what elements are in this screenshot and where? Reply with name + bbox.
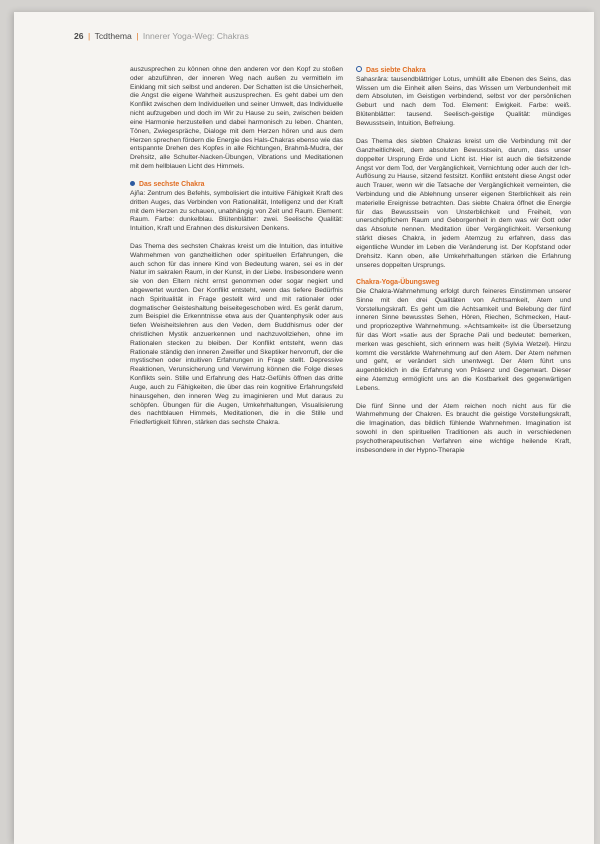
intro-paragraph: auszusprechen zu können ohne den anderen vor den Kopf zu stoßen oder abzuführen, der inneren Weg nach außen zu vermitteln im Einklang mit sich selbst und anderen. Der Schatten ist die Unsicherheit, die Angst die eigene Wahrheit auszusprechen. Es geht dabei um den Konflikt zwischen dem Individuellen und seiner Umwelt, das Individuelle nicht aufzugeben und doch im Wir zu Hause zu sein, zwischen beiden eine Harmonie herzustellen und dabei harmonisch zu leben. Chanten, Tönen, Zwiegespräche, Dialoge mit dem Herzen hören und aus dem Herzen sprechen fördern die Energie des Hals-Chakras ebenso wie das entspannte Drehen des Kopfes in alle Richtungen, Brahmâ-Mudra, der Drehsitz, alle Schulter-Nacken-Übungen, Vibrations und Meditationen mit dem hellblauen Licht des Himmels. (130, 66, 344, 170)
yoga-paragraph-1: Die Chakra-Wahrnehmung erfolgt durch feineres Einstimmen unserer Sinne mit den drei Qualitäten von Achtsamkeit, Atem und Vorstellungskraft. Es geht um die Achtsamkeit und Belebung der fünf inneren Sinne bewusstes Sehen, Hören, Riechen, Schmecken, Haut- und propriozeptive Wahrnehmung. »Achtsamkeit« ist die Übersetzung für das Wort »sati« aus der Sprache Pali und bedeutet: bemerken, merken was geschieht, sich erinnern was heilt (Sylvia Wetzel). Hinzu kommt die verstärkte Wahrnehmung auf den Atem. Der Atem nehmen und geht, er verändert sich unentwegt. Der Atem führt uns augenblicklich in die Erfahrung von Präsenz und Gegenwart. Dieser eine Atemzug ermöglicht uns an die Kostbarkeit des gegenwärtigen Lebens. (356, 287, 571, 392)
heading-sixth-text: Das sechste Chakra (139, 181, 205, 189)
header-separator: | (85, 31, 93, 41)
page-number: 26 (74, 31, 84, 41)
spacer (130, 234, 343, 243)
heading-seventh-text: Das siebte Chakra (366, 67, 426, 74)
seventh-chakra-intro: Sahasrâra: tausendblättriger Lotus, umhüllt alle Ebenen des Seins, das Wissen um die Einheit allen Seins, das Wissen um Verbundenheit mit dem Absoluten, im Geistigen verbindend, selbst vor der persönlichen Geburt und nach dem Tod. Element: Ewigkeit. Farbe: weiß. Blütenblätter: tausend. Seelisch-geistige Qualität: mündiges Bewusstsein, Intuition, Befreiung. (356, 75, 571, 127)
section-title: Tcdthema (94, 31, 132, 41)
yoga-paragraph-2: Die fünf Sinne und der Atem reichen noch nicht aus für die Wahrnehmung der Chakren. Es braucht die geistige Vorstellungskraft, die Imagination, das bildlich fühlende Wahrnehmen. Imagination ist sowohl in den spirituellen Traditionen als auch in verschiedenen psychotherapeutischen Verfahren eine wichtige heilende Kraft, insbesondere in der Hypno-Therapie (356, 402, 571, 454)
sixth-chakra-theme: Das Thema des sechsten Chakras kreist um die Intuition, das intuitive Wahrnehmen von ganzheitlichen oder spirituellen Erfahrungen, die auch schon für das innere Kind von Bedeutung waren, sei es in der Natur im sakralen Raum, in der Kunst, in der Liebe. Insbesondere wenn sie von den Eltern nicht ernst genommen oder sogar negiert und abgewertet wurden. Der Konflikt entsteht, wenn das tiefere Bedürfnis nach Spiritualität in Frage gestellt wird und mit rationaler oder dogmatischer Geisteshaltung beiseitegeschoben wird. Es gerät darum, zum Beispiel die Erkenntnisse etwa aus der Quantenphysik oder aus tiefen Weisheitslehren aus den Veden, dem Buddhismus oder der christlichen Mystik anzuerkennen und nachzuvollziehen, ohne im Rationalen stecken zu bleiben. Der Konflikt entsteht, wenn das Rationale ständig den inneren Zweifler und Skeptiker hervorruft, der die mystischen oder intuitiven Erfahrungen in Frage stellt. Depressive Reaktionen, Verunsicherung und Verwirrung können die Folge dieses Konflikts sein. Stille und Erfahrung des Hatz-Gefühls öffnen das dritte Auge, auch zu Fähigkeiten, die über das rein kognitive Erfahrungsfeld hinausgehen, den inneren Weg zu imaginieren und Mut daraus zu schöpfen. Übungen für die Augen, Umkehrhaltungen, Visualisierung des nachtblauen Himmels, Meditationen, die in die Stille und Friedfertigkeit führen, stärken das sechste Chakra. (130, 242, 343, 427)
spacer (130, 172, 343, 182)
filled-bullet-icon (130, 181, 135, 186)
header-separator-2: | (133, 31, 141, 41)
spacer (356, 129, 571, 139)
heading-chakra-yoga: Chakra-Yoga-Übungsweg (356, 279, 440, 287)
magazine-page (14, 12, 594, 844)
heading-seventh-chakra (356, 66, 571, 76)
heading-sixth-chakra (130, 181, 343, 190)
spacer (356, 270, 571, 279)
seventh-chakra-theme: Das Thema des siebten Chakras kreist um die Verbindung mit der Ganzheitlichkeit, dem absoluten Bewusstsein, darum, dass unser doppelter Ursprung Erde und Licht ist. Hier ist auch die tiefsitzende Angst vor dem Tod, der Vergänglichkeit, Vernichtung oder auch der Ich-Auflösung zu Hause, sitzend festsitzt. Konflikt entsteht diese Angst oder auch Trauer, wenn wir die Tatsache der Vergänglichkeit verneinten, die Verbindung und die Ablehnung unserer eigenen Sterblichkeit als rein materielle Ereignisse betrachten. Das siebte Chakra öffnet die Energie für das Bewusstsein von Unsterblichkeit und Freiheit, von unerschöpflichem Raum und Geborgenheit in dem was wir Gott oder das Absolute nennen. Meditation über Vergänglichkeit. Versenkung stärkt dieses Chakra, in jedem Atemzug zu erfahren, dass das eigentliche Wunder im Leben die Veränderung ist. Der Kopfstand oder Drehsitz. Kann oben, alle Umkehrhaltungen stärken die Erfahrung unseres doppelten Ursprungs. (356, 138, 571, 269)
ring-bullet-icon (356, 66, 362, 72)
left-column (130, 66, 343, 428)
right-column (356, 66, 571, 455)
spacer (356, 394, 571, 403)
running-header (74, 31, 249, 41)
section-subtitle: Innerer Yoga-Weg: Chakras (142, 31, 249, 41)
sixth-chakra-intro: Ajña: Zentrum des Befehls, symbolisiert die intuitive Fähigkeit Kraft des dritten Auges, das Verbinden von Rationalität, Intelligenz und der Kraft mit dem Herzen zu schauen, unabhängig von Zeit und Raum. Element: Raum. Farbe: dunkelblau. Blütenblätter: zwei. Seelische Qualität: Intuition, Kraft und Erahnen des diskursiven Denkens. (130, 190, 343, 233)
